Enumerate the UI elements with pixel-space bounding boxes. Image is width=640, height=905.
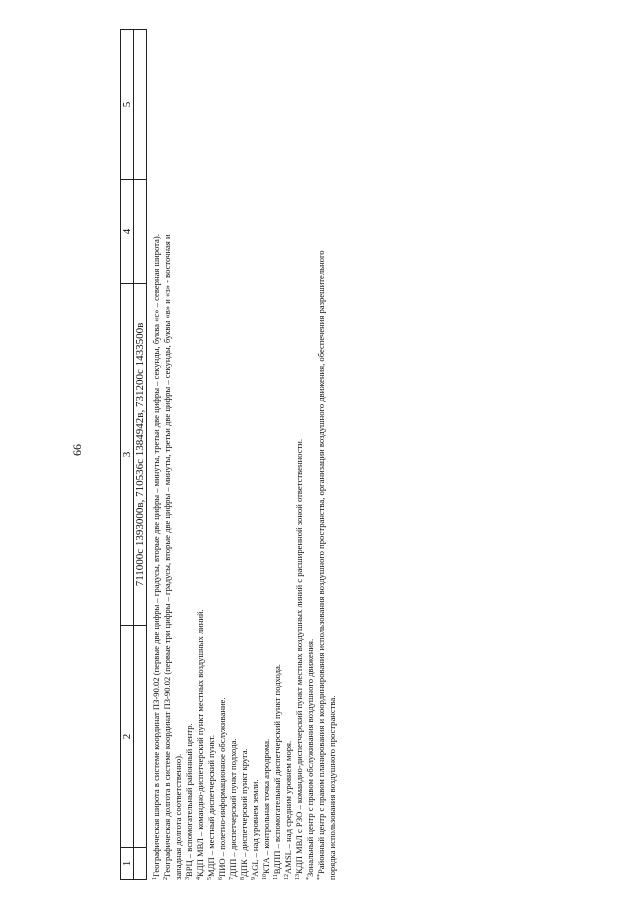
footnote bbox=[206, 25, 217, 880]
footnote bbox=[316, 25, 327, 880]
footnote-text: AGL – над уровнем земли. bbox=[250, 779, 260, 877]
footnote bbox=[173, 25, 184, 880]
page-number: 66 bbox=[70, 444, 84, 456]
column-header: 3 bbox=[121, 284, 134, 626]
footnotes bbox=[151, 25, 338, 880]
footnote-text: западная долгота соответственно). bbox=[173, 753, 183, 880]
footnote-mark: 6 bbox=[218, 877, 224, 880]
footnote-text: Географическая долгота в системе координат ПЗ-90.02 (первые три цифры – градусы, вторые две цифры – минуты, третьи две цифры – секунды, буквы «в» и «з» - восточная и bbox=[162, 234, 172, 877]
footnote bbox=[305, 25, 316, 880]
footnote-mark: 11 bbox=[273, 874, 279, 880]
footnote-mark: 2 bbox=[163, 877, 169, 880]
table-header-row bbox=[121, 30, 134, 880]
footnote-mark: ** bbox=[317, 874, 323, 880]
footnote bbox=[250, 25, 261, 880]
footnote-mark: 3 bbox=[185, 877, 191, 880]
footnote-text: порядка использования воздушного пространства. bbox=[327, 695, 337, 880]
rotated-page-content bbox=[98, 25, 640, 885]
footnote-text: Географическая широта в системе координат ПЗ-90.02 (первые две цифры – градусы, вторые две цифры – минуты, третьи две цифры – секунды, буква «с» – северная широта). bbox=[151, 234, 161, 877]
footnote bbox=[195, 25, 206, 880]
table-cell bbox=[134, 30, 147, 180]
column-header: 4 bbox=[121, 180, 134, 284]
footnote-mark: 4 bbox=[196, 877, 202, 880]
column-header: 1 bbox=[121, 848, 134, 880]
footnote-text: КТА – контрольная точка аэродрома. bbox=[261, 738, 271, 874]
column-header: 5 bbox=[121, 30, 134, 180]
footnote bbox=[151, 25, 162, 880]
footnote-text: ДПК – диспетчерский пункт круга. bbox=[239, 748, 249, 877]
footnote-text: ПИО – полетно-информационное обслуживание. bbox=[217, 697, 227, 877]
footnote-mark: * bbox=[306, 877, 312, 880]
footnote bbox=[162, 25, 173, 880]
footnote-mark: 13 bbox=[295, 874, 301, 880]
footnote-mark: 12 bbox=[284, 874, 290, 880]
footnote-text: ВДПП – вспомогательный диспетчерский пункт подхода. bbox=[272, 664, 282, 875]
table-cell bbox=[134, 180, 147, 284]
footnote-text: ВРЦ – вспомогательный районный центр. bbox=[184, 723, 194, 877]
footnote bbox=[294, 25, 305, 880]
footnote-text: Районный центр с правом планирования и координирования использования воздушного пространства, организации воздушного движения, обеспечения разрешительного bbox=[316, 250, 326, 874]
column-header: 2 bbox=[121, 626, 134, 848]
table-cell bbox=[134, 626, 147, 848]
footnote bbox=[239, 25, 250, 880]
footnote bbox=[228, 25, 239, 880]
footnote-text: ДПП – диспетчерский пункт подхода. bbox=[228, 738, 238, 877]
footnote-mark: 7 bbox=[229, 877, 235, 880]
footnote-text: AMSL – над средним уровнем моря. bbox=[283, 740, 293, 874]
footnote bbox=[272, 25, 283, 880]
footnote-text: Зональный центр с правом обслуживания воздушного движения. bbox=[305, 638, 315, 877]
footnote-mark: 9 bbox=[251, 877, 257, 880]
footnote-mark: 10 bbox=[262, 874, 268, 880]
footnote bbox=[217, 25, 228, 880]
table-row bbox=[134, 30, 147, 880]
table-cell bbox=[134, 848, 147, 880]
footnote-text: КДП МВЛ – командно-диспетчерский пункт местных воздушных линий. bbox=[195, 609, 205, 877]
footnote bbox=[283, 25, 294, 880]
footnote-mark: 5 bbox=[207, 877, 213, 880]
footnote bbox=[261, 25, 272, 880]
table-cell: 711000с 1393000в, 710536с 1384942в, 731200с 1433500в bbox=[134, 284, 147, 626]
footnote-text: КДП МВЛ с РЗО – командно-диспетчерский пункт местных воздушных линий с расширенной зоной ответственности. bbox=[294, 438, 304, 874]
footnote bbox=[327, 25, 338, 880]
footnote-text: МДП – местный диспетчерский пункт. bbox=[206, 735, 216, 877]
footnote bbox=[184, 25, 195, 880]
footnote-mark: 1 bbox=[152, 877, 158, 880]
footnote-mark: 8 bbox=[240, 877, 246, 880]
data-table bbox=[120, 29, 147, 880]
